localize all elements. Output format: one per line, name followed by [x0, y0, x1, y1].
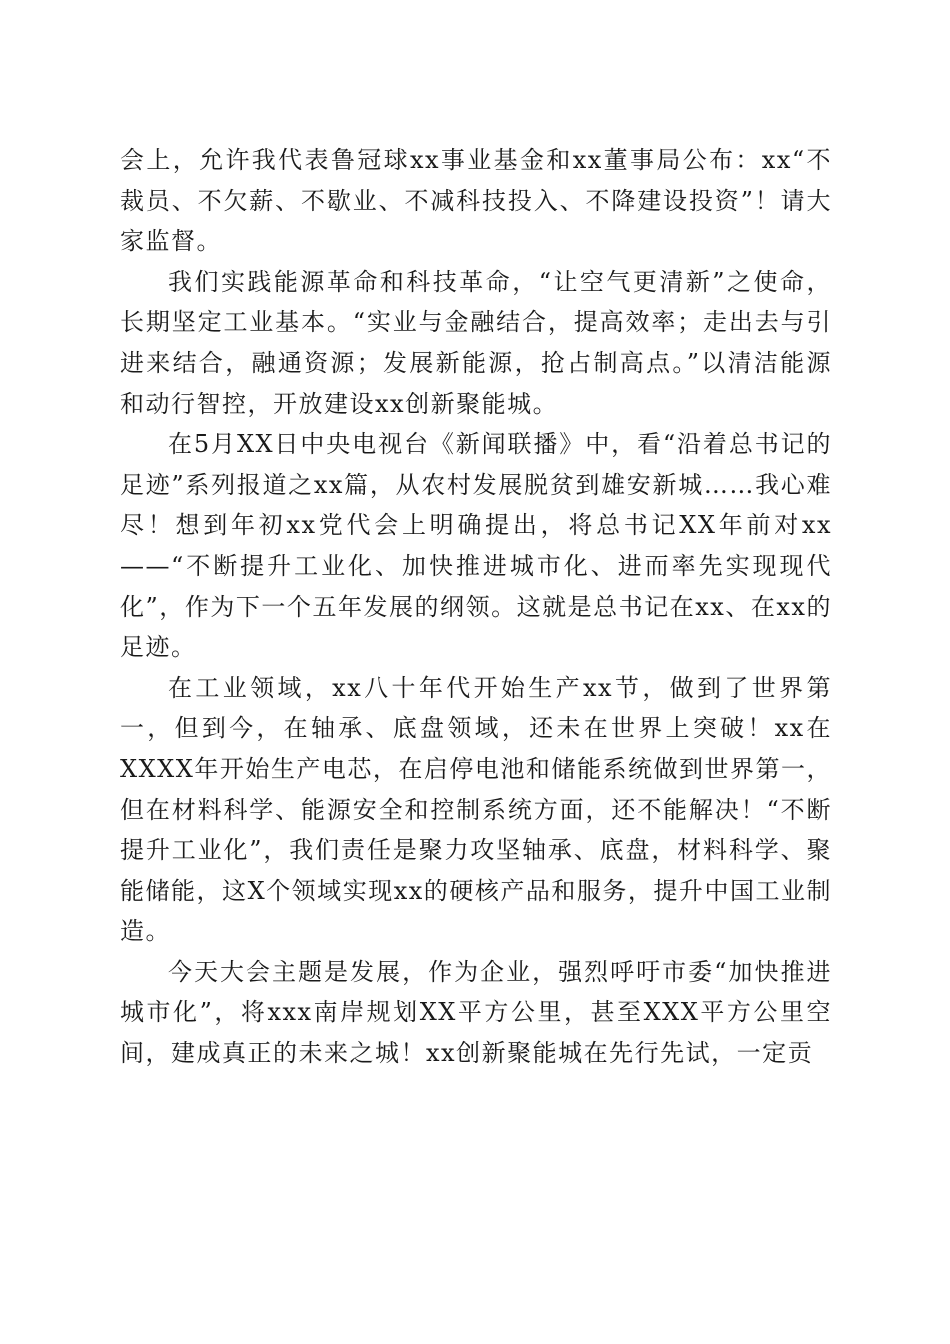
paragraph-4: 在工业领域，xx八十年代开始生产xx节，做到了世界第一，但到今，在轴承、底盘领域，还未在世界上突破！xx在XXXX年开始生产电芯，在启停电池和储能系统做到世界第一，但在材料科学、能源安全和控制系统方面，还不能解决！“不断提升工业化”，我们责任是聚力攻坚轴承、底盘，材料科学、聚能储能，这X个领域实现xx的硬核产品和服务，提升中国工业制造。 [120, 673, 832, 946]
paragraph-5: 今天大会主题是发展，作为企业，强烈呼吁市委“加快推进城市化”，将xxx南岸规划XX平方公里，甚至XXX平方公里空间，建成真正的未来之城！xx创新聚能城在先行先试，一定贡 [120, 957, 832, 1068]
document-body [120, 140, 832, 1074]
paragraph-1: 会上，允许我代表鲁冠球xx事业基金和xx董事局公布：xx“不裁员、不欠薪、不歇业、不减科技投入、不降建设投资”！请大家监督。 [120, 146, 832, 256]
paragraph-2: 我们实践能源革命和科技革命，“让空气更清新”之使命，长期坚定工业基本。“实业与金融结合，提高效率；走出去与引进来结合，融通资源；发展新能源，抢占制高点。”以清洁能源和动行智控，开放建设xx创新聚能城。 [120, 267, 832, 418]
paragraph-3: 在5月XX日中央电视台《新闻联播》中，看“沿着总书记的足迹”系列报道之xx篇，从农村发展脱贫到雄安新城……我心难尽！想到年初xx党代会上明确提出，将总书记XX年前对xx——“不断提升工业化、加快推进城市化、进而率先实现现代化”，作为下一个五年发展的纲领。这就是总书记在xx、在xx的足迹。 [120, 430, 832, 662]
